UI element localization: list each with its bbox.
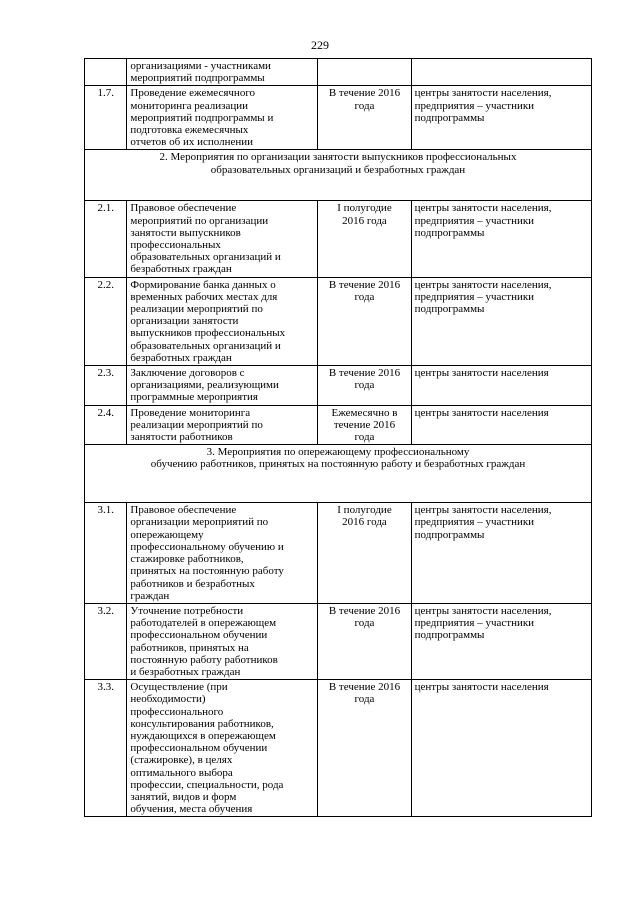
activity-name: организациями - участниками мероприятий подпрограммы bbox=[127, 59, 318, 86]
activity-term: I полугодие 2016 года bbox=[318, 201, 411, 277]
activity-name: Заключение договоров с организациями, реализующими программные мероприятия bbox=[127, 366, 318, 406]
activity-term: I полугодие 2016 года bbox=[318, 503, 411, 604]
activity-name: Правовое обеспечение организации мероприятий по опережающему профессиональному обучению и стажировке работников, принятых на постоянную работу работников и безработных граждан bbox=[127, 503, 318, 604]
table-row bbox=[85, 603, 592, 679]
activity-term: В течение 2016 года bbox=[318, 86, 411, 150]
activity-term: В течение 2016 года bbox=[318, 603, 411, 679]
activity-executor: центры занятости населения bbox=[411, 680, 591, 817]
activity-name: Формирование банка данных о временных рабочих местах для реализации мероприятий по организации занятости выпускников профессиональных образовательных организаций и безработных граждан bbox=[127, 277, 318, 365]
activity-term bbox=[318, 59, 411, 86]
activity-executor: центры занятости населения, предприятия – участники подпрограммы bbox=[411, 277, 591, 365]
activity-executor: центры занятости населения, предприятия – участники подпрограммы bbox=[411, 86, 591, 150]
row-number: 2.2. bbox=[85, 277, 127, 365]
table-row bbox=[85, 405, 592, 445]
table-row bbox=[85, 59, 592, 86]
activity-executor: центры занятости населения, предприятия – участники подпрограммы bbox=[411, 201, 591, 277]
activity-name: Правовое обеспечение мероприятий по организации занятости выпускников профессиональных образовательных организаций и безработных граждан bbox=[127, 201, 318, 277]
row-number: 3.2. bbox=[85, 603, 127, 679]
row-number: 1.7. bbox=[85, 86, 127, 150]
activity-name: Проведение мониторинга реализации мероприятий по занятости работников bbox=[127, 405, 318, 445]
activity-name: Проведение ежемесячного мониторинга реализации мероприятий подпрограммы и подготовка ежемесячных отчетов об их исполнении bbox=[127, 86, 318, 150]
activity-executor bbox=[411, 59, 591, 86]
activity-executor: центры занятости населения bbox=[411, 366, 591, 406]
page-number: 229 bbox=[311, 38, 329, 52]
table-row bbox=[85, 503, 592, 604]
activity-term: В течение 2016 года bbox=[318, 366, 411, 406]
table-row bbox=[85, 680, 592, 817]
row-number: 2.1. bbox=[85, 201, 127, 277]
activity-executor: центры занятости населения, предприятия – участники подпрограммы bbox=[411, 603, 591, 679]
section-header-row bbox=[85, 150, 592, 201]
section-header-row bbox=[85, 445, 592, 503]
row-number: 3.3. bbox=[85, 680, 127, 817]
activity-executor: центры занятости населения bbox=[411, 405, 591, 445]
activity-term: В течение 2016 года bbox=[318, 277, 411, 365]
activities-table bbox=[84, 58, 592, 817]
activity-term: В течение 2016 года bbox=[318, 680, 411, 817]
activity-name: Уточнение потребности работодателей в опережающем профессиональном обучении работников, принятых на постоянную работу работников и безработных граждан bbox=[127, 603, 318, 679]
table-row bbox=[85, 86, 592, 150]
section-2-title: 2. Мероприятия по организации занятости выпускников профессиональных образовательных организаций и безработных граждан bbox=[85, 150, 592, 201]
activity-name: Осуществление (при необходимости) профессионального консультирования работников, нуждающихся в опережающем профессиональном обучении (стажировке), в целях оптимального выбора профессии, специальности, рода занятий, видов и форм обучения, места обучения bbox=[127, 680, 318, 817]
row-number: 2.3. bbox=[85, 366, 127, 406]
activity-term: Ежемесячно в течение 2016 года bbox=[318, 405, 411, 445]
activity-executor: центры занятости населения, предприятия – участники подпрограммы bbox=[411, 503, 591, 604]
section-3-title: 3. Мероприятия по опережающему профессиональному обучению работников, принятых на постоянную работу и безработных граждан bbox=[85, 445, 592, 503]
row-number: 3.1. bbox=[85, 503, 127, 604]
table-row bbox=[85, 366, 592, 406]
row-number bbox=[85, 59, 127, 86]
table-row bbox=[85, 201, 592, 277]
table-row bbox=[85, 277, 592, 365]
row-number: 2.4. bbox=[85, 405, 127, 445]
